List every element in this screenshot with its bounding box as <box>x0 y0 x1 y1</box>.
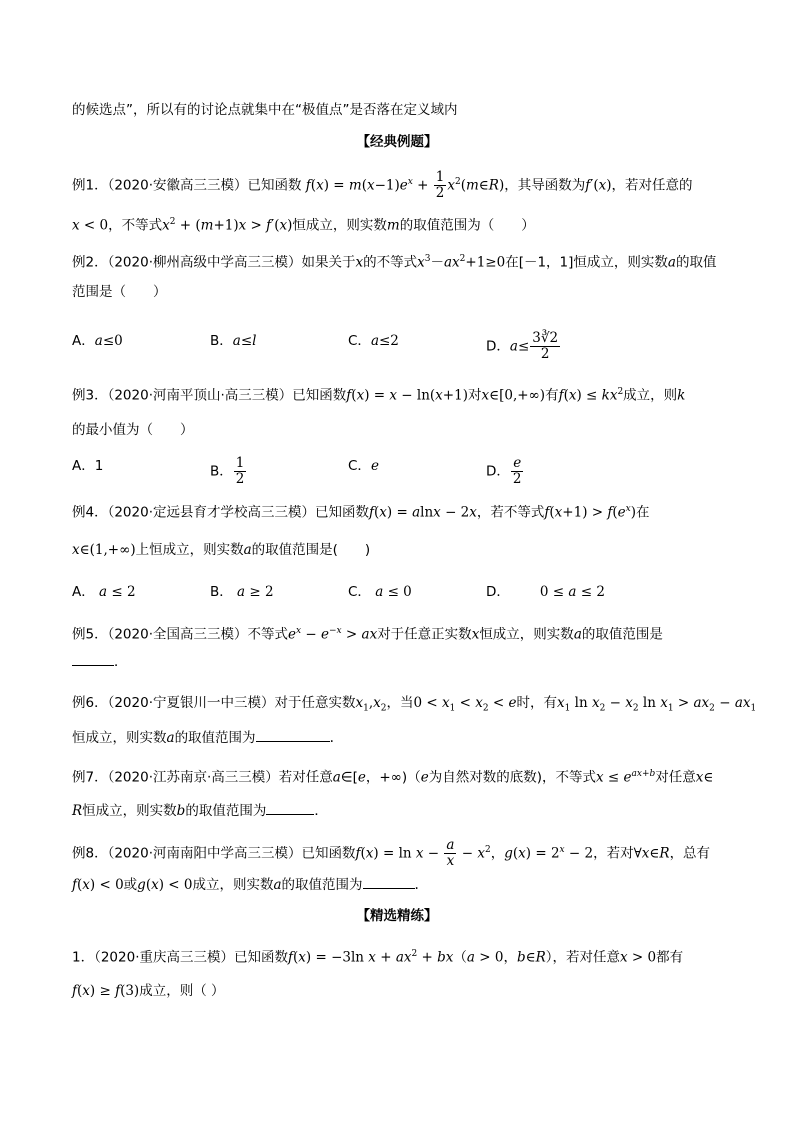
example-8-line-2: f(x) < 0或g(x) < 0成立，则实数a的取值范围为 . <box>72 877 419 893</box>
example-7-line-2: R恒成立，则实数b的取值范围为 ． <box>72 803 328 819</box>
example-4-option-a: A． a ≤ 2 <box>72 584 136 600</box>
section-title-selected-practice: 【精选精练】 <box>356 908 438 924</box>
example-3-line-2: 的最小值为（ ） <box>72 422 194 438</box>
answer-blank[interactable] <box>256 741 330 742</box>
example-2-option-c: C．a≤2 <box>348 333 399 349</box>
answer-blank[interactable] <box>72 665 114 666</box>
example-3-line-1: 例3．（2020·河南平顶山·高三三模）已知函数f(x) = x − ln(x+1)对x∈[0,+∞)有$f(x) \le kx^2$成立，则k <box>72 387 686 404</box>
example-4-option-c: C． a ≤ 0 <box>348 584 412 600</box>
example-4-line-2: x∈(1,+∞)上恒成立，则实数a的取值范围是( ) <box>72 542 371 558</box>
example-1-line-1: 例1．（2020·安徽高三三模）已知函数 $f(x) = m(x-1)e^x$ + $\frac{1}{2}$ $x^2(m\in R)$，其导函数为f′(x)，若对任意的 <box>72 169 693 201</box>
example-4-option-d: D． 0 ≤ a ≤ 2 <box>486 584 605 600</box>
intro-text: 的候选点”，所以有的讨论点就集中在“极值点”是否落在定义域内 <box>72 102 458 118</box>
example-3-option-b: B． $\frac{1}{2}$ <box>210 455 245 487</box>
example-4-line-1: 例4．（2020·定远县育才学校高三三模）已知函数f(x) = alnx − 2x，若不等式$f(x+1) > f(e^x)$在 <box>72 504 650 521</box>
practice-1-line-2: f(x) ≥ f(3)成立，则（ ） <box>72 983 225 999</box>
example-5-line-2: ． <box>72 652 128 672</box>
example-5-line-1: 例5．（2020·全国高三三模）不等式$e^x - e^{-x}$ > ax对于任意正实数x恒成立，则实数a的取值范围是 <box>72 626 663 643</box>
example-3-option-c: C．e <box>348 458 379 474</box>
example-6-line-1: 例6．（2020·宁夏银川一中三模）对于任意实数$x_1,x_2$，当$0 < x_1 < x_2 < e$时，有$x_1$ $\ln x_2 - x_2$ $\ln x_1 > ax_2 - ax_1$ <box>72 695 757 714</box>
example-4-option-b: B． a ≥ 2 <box>210 584 274 600</box>
example-2-line-2: 范围是（ ） <box>72 284 167 300</box>
answer-blank[interactable] <box>363 888 415 889</box>
section-title-classic-examples: 【经典例题】 <box>356 134 438 150</box>
example-1-line-2: x < 0，不等式$x^2 + (m+1)x > f'(x)$恒成立，则实数m的取值范围为（ ） <box>72 217 535 234</box>
example-2-line-1: 例2．（2020·柳州高级中学高三三模）如果关于x的不等式$x^3-ax^2+1\ge 0$在[－1，1]恒成立，则实数a的取值 <box>72 254 717 271</box>
example-3-option-d: D． $\frac{e}{2}$ <box>486 455 522 487</box>
example-2-option-d: D．a≤ $\frac{3∛2}{2}$ <box>486 330 559 362</box>
example-3-option-a: A．1 <box>72 458 104 474</box>
example-8-line-1: 例8．（2020·河南南阳中学高三三模）已知函数f(x) = ln x − $\frac{a}{x}$ − $x^2$，$g(x) = 2^x - 2$，若对∀x∈R，总有 <box>72 837 711 869</box>
answer-blank[interactable] <box>266 814 314 815</box>
practice-1-line-1: 1．（2020·重庆高三三模）已知函数f(x) = −3ln $x + ax^2 + bx(a > 0$，b∈R），若对任意x > 0都有 <box>72 949 684 966</box>
example-7-line-1: 例7．（2020·江苏南京·高三三模）若对任意a∈[e，+∞)（e为自然对数的底数)，不等式$x \le e^{ax+b}$对任意x∈ <box>72 769 714 786</box>
example-6-line-2: 恒成立，则实数a的取值范围为 . <box>72 730 334 746</box>
example-2-option-a: A．a≤0 <box>72 333 123 349</box>
example-2-option-b: B．a≤l <box>210 333 257 349</box>
